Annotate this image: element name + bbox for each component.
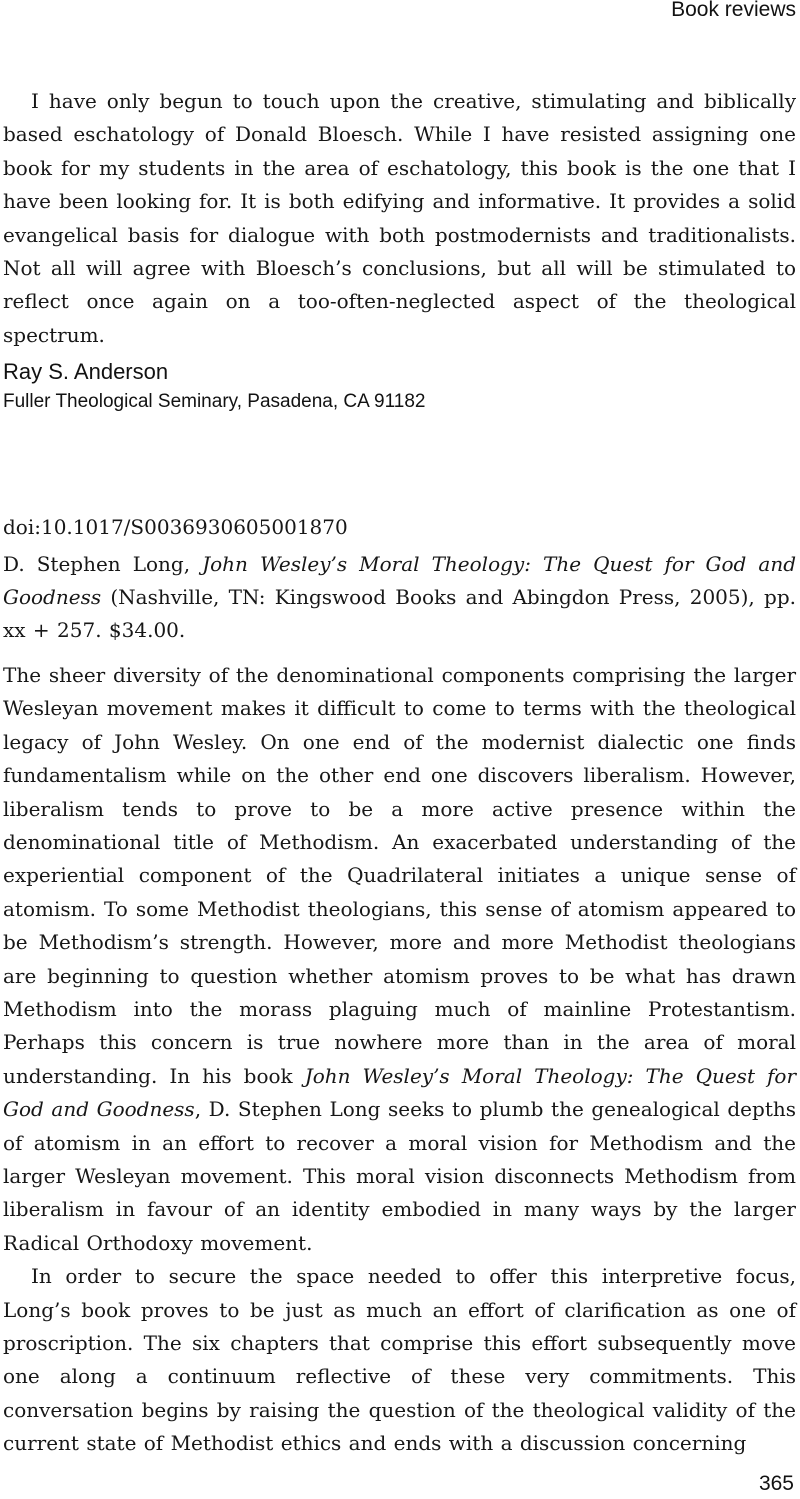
page-content: [3, 85, 796, 1461]
review-closing-paragraph: I have only begun to touch upon the creative, stimulating and biblically based eschatology of Donald Bloesch. While I have resisted assigning one book for my students in the area of eschatology, this book is the one that I have been looking for. It is both edifying and informative. It provides a solid evangelical basis for dialogue with both postmodernists and traditionalists. Not all will agree with Bloesch’s conclusions, but all will be stimulated to reflect once again on a too-often-neglected aspect of the theological spectrum.: [3, 89, 796, 347]
running-head: [3, 0, 796, 23]
review-paragraph-1: [3, 659, 796, 1260]
reviewer-affiliation: Fuller Theological Seminary, Pasadena, CA 91182: [3, 391, 426, 413]
reviewer-name: Ray S. Anderson: [3, 359, 169, 385]
book-citation: [3, 548, 796, 648]
inline-book-title: John Wesley’s Moral Theology: The Quest for God and Goodness: [3, 1063, 796, 1122]
bloesch-review-closing: [3, 85, 796, 416]
citation-publication-details: (Nashville, TN: Kingswood Books and Abingdon Press, 2005), pp. xx + 257. $34.00.: [3, 585, 796, 643]
long-review: [3, 511, 796, 1460]
citation-author: D. Stephen Long,: [3, 551, 203, 576]
review-paragraph-2: In order to secure the space needed to offer this interpretive focus, Long’s book proves to be just as much an effort of clarification as one of proscription. The six chapters that comprise this effort subsequently move one along a continuum reflective of these very commitments. This conversation begins by raising the question of the theological validity of the current state of Methodist ethics and ends with a discussion concerning: [3, 1264, 796, 1456]
page-number: 365: [758, 1472, 794, 1495]
paragraph1-text-continued: , D. Stephen Long seeks to plumb the genealogical depths of atomism in an effort to recover a moral vision for Methodism and the larger Wesleyan movement. This moral vision disconnects Methodism from liberalism in favour of an identity embodied in many ways by the larger Radical Orthodoxy movement.: [3, 1097, 797, 1255]
citation-book-title: John Wesley’s Moral Theology: The Quest for God and Goodness: [3, 551, 796, 610]
doi-line: doi:10.1017/S0036930605001870: [3, 515, 348, 540]
paragraph1-text: The sheer diversity of the denominational components comprising the larger Wesleyan movement makes it difficult to come to terms with the theological legacy of John Wesley. On one end of the modernist dialectic one finds fundamentalism while on the other end one discovers liberalism. However, liberalism tends to prove to be a more active presence within the denominational title of Methodism. An exacerbated understanding of the experiential component of the Quadrilateral initiates a unique sense of atomism. To some Methodist theologians, this sense of atomism appeared to be Methodism’s strength. However, more and more Methodist theologians are beginning to question whether atomism proves to be what has drawn Methodism into the morass plaguing much of mainline Protestantism. Perhaps this concern is true nowhere more than in the area of moral understanding. In his book: [3, 662, 796, 1088]
running-head-title: Book reviews: [671, 0, 796, 21]
